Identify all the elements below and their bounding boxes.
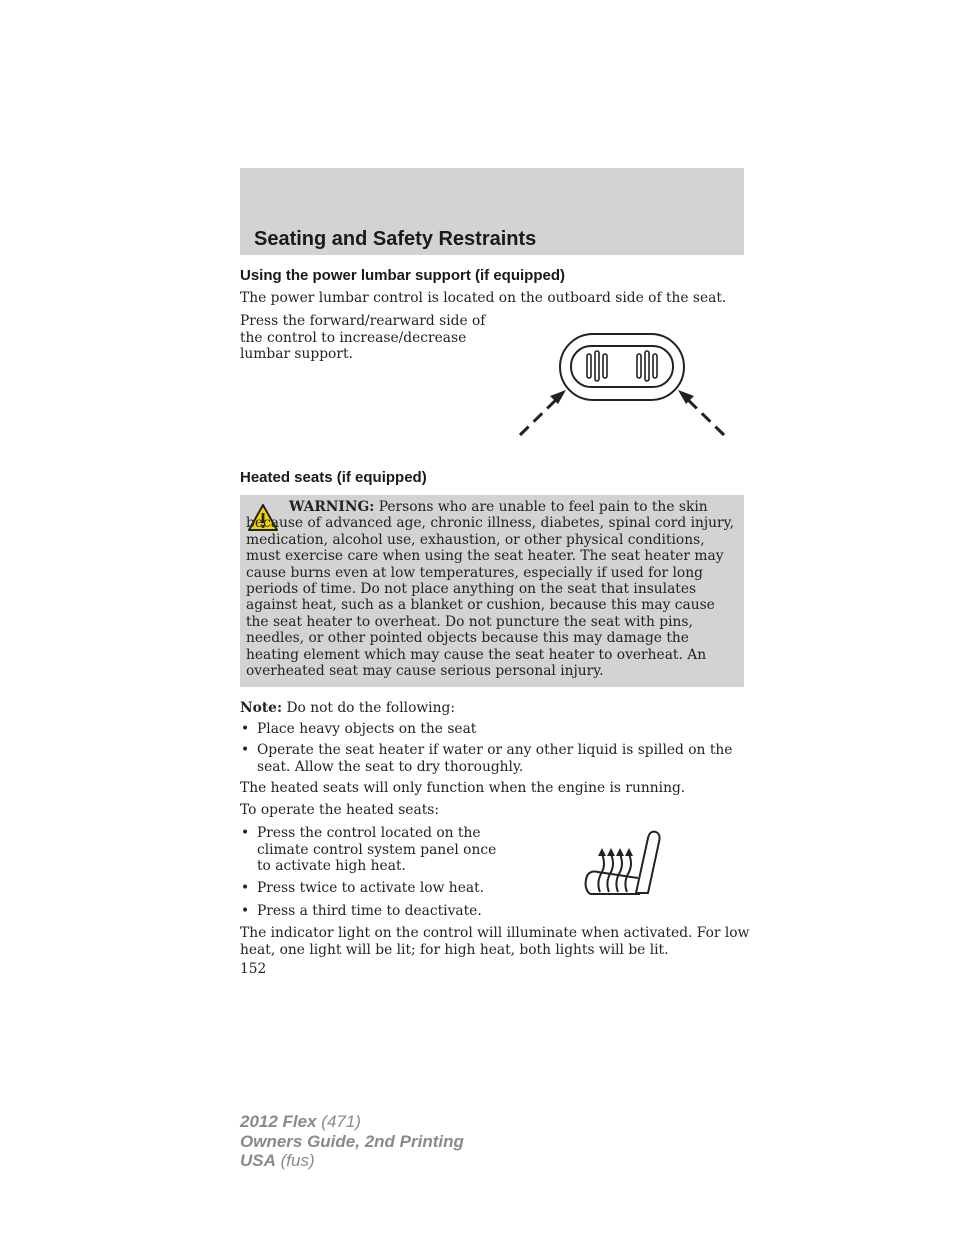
bullet-icon: • — [241, 903, 250, 919]
lumbar-control-icon — [510, 330, 735, 440]
footer-model-code: (471) — [316, 1112, 361, 1131]
bullet-icon: • — [241, 742, 250, 758]
footer-line-2: Owners Guide, 2nd Printing — [240, 1131, 464, 1151]
footer — [240, 1112, 464, 1171]
bullet-icon: • — [241, 721, 250, 737]
note — [240, 700, 455, 717]
engine-note: The heated seats will only function when the engine is running. — [240, 780, 686, 796]
list-item-text: Press the control located on the climate control system panel once to activate high heat. — [257, 825, 497, 874]
warning-text — [246, 499, 736, 679]
footer-model: 2012 Flex — [240, 1112, 317, 1131]
heated-seat-icon — [580, 826, 666, 898]
warning-label: WARNING: — [289, 499, 375, 515]
note-text: Do not do the following: — [282, 700, 455, 716]
footer-line-1 — [240, 1112, 464, 1132]
warning-body: Persons who are unable to feel pain to the skin because of advanced age, chronic illness, diabetes, spinal cord injury, medication, alcohol use, exhaustion, or other physical conditions, must exercise care when using the seat heater. The seat heater may cause burns even at low temperatures, especially if used for long periods of time. Do not place anything on the seat that insulates against heat, such as a blanket or cushion, because this may cause the seat heater to overheat. Do not puncture the seat with pins, needles, or other pointed objects because this may damage the heating element which may cause the seat heater to overheat. An overheated seat may cause serious personal injury. — [246, 499, 734, 680]
operate-intro: To operate the heated seats: — [240, 802, 439, 818]
note-label: Note: — [240, 700, 283, 716]
section-title: Seating and Safety Restraints — [254, 228, 537, 250]
bullet-icon: • — [241, 825, 250, 841]
warning-box — [240, 495, 744, 687]
lumbar-instruction: Press the forward/rearward side of the control to increase/decrease lumbar support. — [240, 313, 486, 362]
bullet-icon: • — [241, 880, 250, 896]
lumbar-intro: The power lumbar control is located on the outboard side of the seat. — [240, 290, 727, 306]
indicator-text: The indicator light on the control will illuminate when activated. For low heat, one light will be lit; for high heat, both lights will be lit. — [240, 925, 750, 958]
footer-market-code: (fus) — [275, 1151, 315, 1170]
lumbar-heading: Using the power lumbar support (if equipped) — [240, 267, 565, 284]
list-item-text: Press twice to activate low heat. — [257, 880, 485, 896]
footer-line-3 — [240, 1151, 464, 1171]
footer-market: USA — [240, 1151, 276, 1170]
list-item-text: Operate the seat heater if water or any other liquid is spilled on the seat. Allow the seat to dry thoroughly. — [257, 742, 733, 775]
list-item-text: Press a third time to deactivate. — [257, 903, 482, 919]
page-number: 152 — [240, 961, 267, 977]
list-item-text: Place heavy objects on the seat — [257, 721, 477, 737]
section-header — [240, 168, 744, 255]
heated-heading: Heated seats (if equipped) — [240, 469, 427, 486]
